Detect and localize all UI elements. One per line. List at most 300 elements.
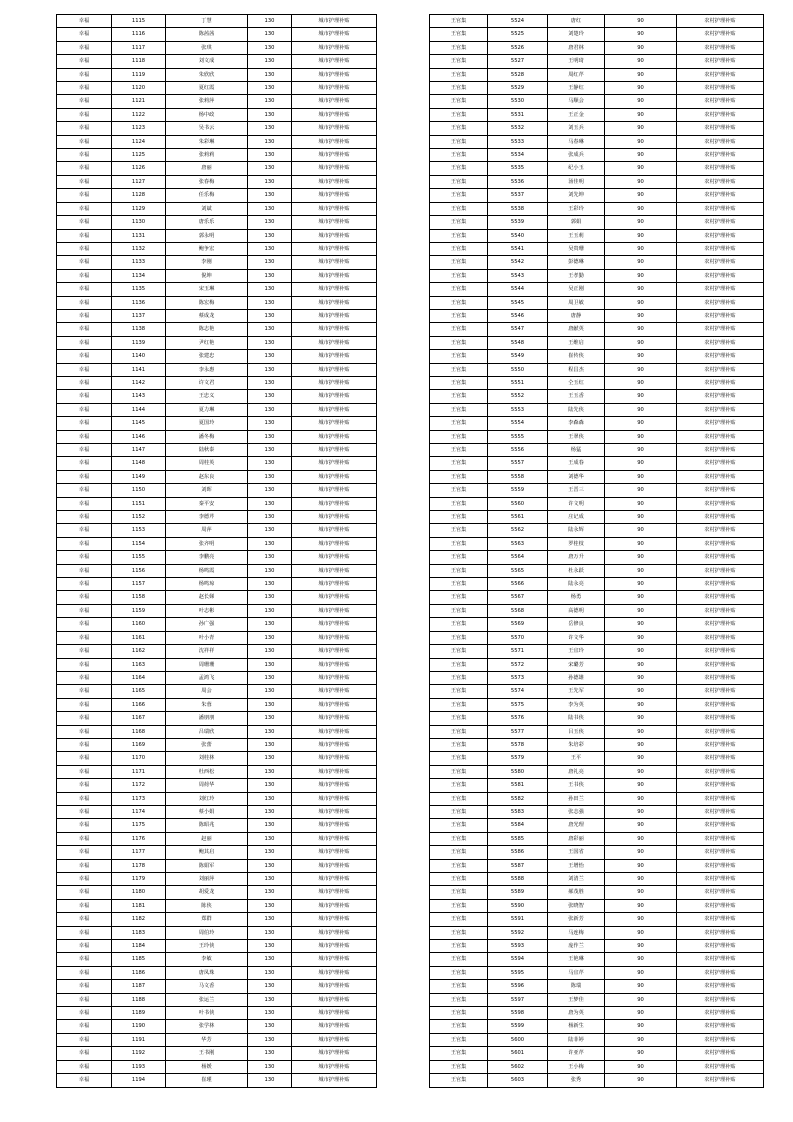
category-cell: 城市护理补贴: [292, 229, 377, 242]
amount-cell: 90: [605, 940, 677, 953]
amount-cell: 90: [605, 68, 677, 81]
category-cell: 城市护理补贴: [292, 712, 377, 725]
category-cell: 农村护理补贴: [677, 765, 764, 778]
id-cell: 5555: [488, 430, 548, 443]
id-cell: 5600: [488, 1033, 548, 1046]
category-cell: 农村护理补贴: [677, 68, 764, 81]
town-cell: 幸福: [57, 604, 112, 617]
table-row: [430, 350, 764, 363]
town-cell: 王官集: [430, 564, 488, 577]
category-cell: 城市护理补贴: [292, 886, 377, 899]
category-cell: 农村护理补贴: [677, 792, 764, 805]
table-row: [57, 296, 377, 309]
table-row: [57, 940, 377, 953]
amount-cell: 90: [605, 256, 677, 269]
name-cell: 李为英: [548, 698, 605, 711]
id-cell: 1152: [112, 511, 166, 524]
category-cell: 农村护理补贴: [677, 15, 764, 28]
table-row: [430, 537, 764, 550]
town-cell: 幸福: [57, 591, 112, 604]
town-cell: 王官集: [430, 658, 488, 671]
town-cell: 幸福: [57, 55, 112, 68]
amount-cell: 130: [248, 846, 292, 859]
table-row: [57, 15, 377, 28]
category-cell: 农村护理补贴: [677, 162, 764, 175]
id-cell: 1125: [112, 149, 166, 162]
table-row: [57, 658, 377, 671]
table-row: [430, 940, 764, 953]
name-cell: 李鹏亮: [166, 551, 248, 564]
name-cell: 唐丽: [166, 162, 248, 175]
name-cell: 许亚芹: [548, 1047, 605, 1060]
id-cell: 1180: [112, 886, 166, 899]
id-cell: 5545: [488, 296, 548, 309]
table-row: [430, 216, 764, 229]
town-cell: 幸福: [57, 671, 112, 684]
amount-cell: 90: [605, 336, 677, 349]
amount-cell: 130: [248, 68, 292, 81]
id-cell: 1116: [112, 28, 166, 41]
amount-cell: 130: [248, 135, 292, 148]
id-cell: 5597: [488, 993, 548, 1006]
town-cell: 幸福: [57, 175, 112, 188]
id-cell: 1121: [112, 95, 166, 108]
amount-cell: 90: [605, 41, 677, 54]
id-cell: 5560: [488, 497, 548, 510]
town-cell: 王官集: [430, 28, 488, 41]
town-cell: 幸福: [57, 832, 112, 845]
table-row: [430, 68, 764, 81]
amount-cell: 130: [248, 229, 292, 242]
category-cell: 城市护理补贴: [292, 175, 377, 188]
id-cell: 1190: [112, 1020, 166, 1033]
amount-cell: 90: [605, 685, 677, 698]
amount-cell: 130: [248, 484, 292, 497]
name-cell: 许文华: [548, 631, 605, 644]
table-row: [430, 698, 764, 711]
amount-cell: 130: [248, 108, 292, 121]
category-cell: 城市护理补贴: [292, 403, 377, 416]
amount-cell: 90: [605, 980, 677, 993]
category-cell: 城市护理补贴: [292, 671, 377, 684]
name-cell: 陈昭兆: [166, 819, 248, 832]
name-cell: 叶书侠: [166, 1007, 248, 1020]
amount-cell: 90: [605, 403, 677, 416]
amount-cell: 90: [605, 1007, 677, 1020]
id-cell: 1143: [112, 390, 166, 403]
category-cell: 农村护理补贴: [677, 1047, 764, 1060]
name-cell: 杨中政: [166, 108, 248, 121]
amount-cell: 130: [248, 551, 292, 564]
name-cell: 鲍争宏: [166, 242, 248, 255]
table-row: [430, 28, 764, 41]
category-cell: 城市护理补贴: [292, 698, 377, 711]
table-row: [430, 135, 764, 148]
amount-cell: 130: [248, 430, 292, 443]
id-cell: 5535: [488, 162, 548, 175]
table-row: [430, 1060, 764, 1073]
name-cell: 岳修良: [548, 618, 605, 631]
amount-cell: 130: [248, 524, 292, 537]
name-cell: 唐献英: [548, 323, 605, 336]
name-cell: 刘德华: [548, 470, 605, 483]
category-cell: 农村护理补贴: [677, 712, 764, 725]
id-cell: 5538: [488, 202, 548, 215]
category-cell: 农村护理补贴: [677, 336, 764, 349]
table-row: [57, 819, 377, 832]
amount-cell: 130: [248, 376, 292, 389]
table-row: [430, 82, 764, 95]
id-cell: 1173: [112, 792, 166, 805]
town-cell: 王官集: [430, 604, 488, 617]
amount-cell: 90: [605, 993, 677, 1006]
table-row: [57, 376, 377, 389]
category-cell: 城市护理补贴: [292, 15, 377, 28]
id-cell: 1129: [112, 202, 166, 215]
name-cell: 张蕾: [166, 738, 248, 751]
id-cell: 1160: [112, 618, 166, 631]
name-cell: 王翠侠: [548, 430, 605, 443]
table-row: [430, 15, 764, 28]
amount-cell: 130: [248, 645, 292, 658]
amount-cell: 90: [605, 658, 677, 671]
id-cell: 5574: [488, 685, 548, 698]
town-cell: 幸福: [57, 162, 112, 175]
amount-cell: 130: [248, 189, 292, 202]
table-row: [57, 1007, 377, 1020]
town-cell: 幸福: [57, 645, 112, 658]
table-row: [57, 95, 377, 108]
right-subsidy-table: [429, 14, 764, 1088]
amount-cell: 90: [605, 296, 677, 309]
amount-cell: 90: [605, 376, 677, 389]
town-cell: 王官集: [430, 202, 488, 215]
town-cell: 幸福: [57, 229, 112, 242]
name-cell: 唐光理: [548, 819, 605, 832]
category-cell: 城市护理补贴: [292, 1060, 377, 1073]
id-cell: 1166: [112, 698, 166, 711]
town-cell: 王官集: [430, 738, 488, 751]
table-row: [57, 363, 377, 376]
town-cell: 幸福: [57, 1047, 112, 1060]
town-cell: 王官集: [430, 457, 488, 470]
category-cell: 农村护理补贴: [677, 149, 764, 162]
id-cell: 1130: [112, 216, 166, 229]
table-row: [430, 484, 764, 497]
name-cell: 张运兰: [166, 993, 248, 1006]
town-cell: 王官集: [430, 926, 488, 939]
category-cell: 农村护理补贴: [677, 685, 764, 698]
table-row: [430, 712, 764, 725]
table-row: [57, 1060, 377, 1073]
table-row: [430, 551, 764, 564]
amount-cell: 130: [248, 350, 292, 363]
table-row: [57, 752, 377, 765]
amount-cell: 90: [605, 631, 677, 644]
id-cell: 5580: [488, 765, 548, 778]
left-subsidy-table: [56, 14, 377, 1088]
name-cell: 王成春: [548, 457, 605, 470]
id-cell: 5530: [488, 95, 548, 108]
id-cell: 1154: [112, 537, 166, 550]
category-cell: 农村护理补贴: [677, 618, 764, 631]
id-cell: 1168: [112, 725, 166, 738]
id-cell: 5568: [488, 604, 548, 617]
id-cell: 5583: [488, 805, 548, 818]
category-cell: 农村护理补贴: [677, 309, 764, 322]
name-cell: 沈祥祥: [166, 645, 248, 658]
table-row: [57, 926, 377, 939]
amount-cell: 130: [248, 564, 292, 577]
id-cell: 5596: [488, 980, 548, 993]
town-cell: 王官集: [430, 698, 488, 711]
name-cell: 李德芹: [166, 511, 248, 524]
town-cell: 王官集: [430, 149, 488, 162]
name-cell: 蔡成龙: [166, 309, 248, 322]
category-cell: 农村护理补贴: [677, 578, 764, 591]
name-cell: 马连梅: [548, 926, 605, 939]
category-cell: 城市护理补贴: [292, 444, 377, 457]
id-cell: 1156: [112, 564, 166, 577]
category-cell: 城市护理补贴: [292, 524, 377, 537]
category-cell: 城市护理补贴: [292, 269, 377, 282]
name-cell: 朱彩琳: [166, 135, 248, 148]
name-cell: 王增怡: [548, 859, 605, 872]
amount-cell: 90: [605, 122, 677, 135]
amount-cell: 130: [248, 1074, 292, 1087]
name-cell: 仝玉红: [548, 376, 605, 389]
category-cell: 农村护理补贴: [677, 873, 764, 886]
amount-cell: 90: [605, 309, 677, 322]
category-cell: 农村护理补贴: [677, 725, 764, 738]
category-cell: 城市护理补贴: [292, 1020, 377, 1033]
table-row: [430, 1007, 764, 1020]
category-cell: 农村护理补贴: [677, 457, 764, 470]
amount-cell: 130: [248, 1020, 292, 1033]
table-row: [57, 564, 377, 577]
table-row: [57, 497, 377, 510]
category-cell: 城市护理补贴: [292, 765, 377, 778]
category-cell: 农村护理补贴: [677, 1060, 764, 1073]
amount-cell: 130: [248, 82, 292, 95]
amount-cell: 130: [248, 953, 292, 966]
amount-cell: 90: [605, 28, 677, 41]
category-cell: 城市护理补贴: [292, 511, 377, 524]
town-cell: 幸福: [57, 966, 112, 979]
amount-cell: 90: [605, 363, 677, 376]
name-cell: 周桂英: [166, 457, 248, 470]
town-cell: 王官集: [430, 953, 488, 966]
amount-cell: 130: [248, 886, 292, 899]
table-row: [57, 309, 377, 322]
name-cell: 潘冬梅: [166, 430, 248, 443]
name-cell: 张秀: [548, 1074, 605, 1087]
amount-cell: 90: [605, 899, 677, 912]
name-cell: 刘桂林: [166, 752, 248, 765]
id-cell: 5557: [488, 457, 548, 470]
amount-cell: 130: [248, 457, 292, 470]
town-cell: 幸福: [57, 417, 112, 430]
id-cell: 1162: [112, 645, 166, 658]
amount-cell: 130: [248, 631, 292, 644]
id-cell: 1163: [112, 658, 166, 671]
table-row: [57, 980, 377, 993]
table-row: [57, 537, 377, 550]
id-cell: 5582: [488, 792, 548, 805]
name-cell: 朱培彩: [548, 738, 605, 751]
id-cell: 5537: [488, 189, 548, 202]
town-cell: 王官集: [430, 899, 488, 912]
town-cell: 幸福: [57, 805, 112, 818]
id-cell: 5547: [488, 323, 548, 336]
id-cell: 1141: [112, 363, 166, 376]
amount-cell: 90: [605, 135, 677, 148]
town-cell: 幸福: [57, 1033, 112, 1046]
town-cell: 王官集: [430, 1007, 488, 1020]
amount-cell: 90: [605, 859, 677, 872]
name-cell: 陆书侠: [548, 712, 605, 725]
name-cell: 许文明: [548, 497, 605, 510]
table-row: [430, 805, 764, 818]
town-cell: 幸福: [57, 189, 112, 202]
town-cell: 幸福: [57, 712, 112, 725]
table-row: [57, 175, 377, 188]
table-row: [57, 229, 377, 242]
category-cell: 农村护理补贴: [677, 966, 764, 979]
town-cell: 幸福: [57, 631, 112, 644]
town-cell: 王官集: [430, 363, 488, 376]
name-cell: 周会: [166, 685, 248, 698]
id-cell: 5585: [488, 832, 548, 845]
id-cell: 1133: [112, 256, 166, 269]
town-cell: 王官集: [430, 390, 488, 403]
category-cell: 城市护理补贴: [292, 216, 377, 229]
table-row: [430, 242, 764, 255]
category-cell: 城市护理补贴: [292, 323, 377, 336]
id-cell: 1127: [112, 175, 166, 188]
amount-cell: 130: [248, 537, 292, 550]
amount-cell: 90: [605, 698, 677, 711]
amount-cell: 90: [605, 819, 677, 832]
amount-cell: 90: [605, 926, 677, 939]
id-cell: 1155: [112, 551, 166, 564]
category-cell: 城市护理补贴: [292, 41, 377, 54]
town-cell: 幸福: [57, 926, 112, 939]
amount-cell: 90: [605, 350, 677, 363]
town-cell: 王官集: [430, 470, 488, 483]
amount-cell: 90: [605, 82, 677, 95]
amount-cell: 130: [248, 162, 292, 175]
table-row: [57, 832, 377, 845]
amount-cell: 90: [605, 430, 677, 443]
category-cell: 城市护理补贴: [292, 1047, 377, 1060]
id-cell: 1115: [112, 15, 166, 28]
category-cell: 城市护理补贴: [292, 95, 377, 108]
amount-cell: 130: [248, 725, 292, 738]
town-cell: 幸福: [57, 323, 112, 336]
town-cell: 王官集: [430, 175, 488, 188]
category-cell: 农村护理补贴: [677, 993, 764, 1006]
amount-cell: 90: [605, 1020, 677, 1033]
amount-cell: 130: [248, 149, 292, 162]
town-cell: 幸福: [57, 940, 112, 953]
name-cell: 刘玉兵: [548, 122, 605, 135]
amount-cell: 130: [248, 792, 292, 805]
category-cell: 城市护理补贴: [292, 966, 377, 979]
amount-cell: 90: [605, 712, 677, 725]
town-cell: 王官集: [430, 578, 488, 591]
name-cell: 唐君林: [548, 41, 605, 54]
category-cell: 农村护理补贴: [677, 363, 764, 376]
table-row: [430, 376, 764, 389]
id-cell: 5587: [488, 859, 548, 872]
town-cell: 幸福: [57, 430, 112, 443]
table-row: [430, 738, 764, 751]
name-cell: 马春琳: [548, 135, 605, 148]
amount-cell: 130: [248, 752, 292, 765]
amount-cell: 90: [605, 832, 677, 845]
town-cell: 幸福: [57, 108, 112, 121]
category-cell: 城市护理补贴: [292, 28, 377, 41]
amount-cell: 90: [605, 95, 677, 108]
name-cell: 王玉莉: [548, 229, 605, 242]
id-cell: 5544: [488, 283, 548, 296]
id-cell: 1138: [112, 323, 166, 336]
name-cell: 孙德雄: [548, 671, 605, 684]
id-cell: 5567: [488, 591, 548, 604]
id-cell: 1117: [112, 41, 166, 54]
amount-cell: 130: [248, 940, 292, 953]
town-cell: 幸福: [57, 792, 112, 805]
name-cell: 孙田兰: [548, 792, 605, 805]
id-cell: 5602: [488, 1060, 548, 1073]
id-cell: 1122: [112, 108, 166, 121]
town-cell: 幸福: [57, 765, 112, 778]
id-cell: 5593: [488, 940, 548, 953]
name-cell: 夏国玲: [166, 417, 248, 430]
category-cell: 城市护理补贴: [292, 805, 377, 818]
amount-cell: 90: [605, 645, 677, 658]
table-row: [57, 805, 377, 818]
name-cell: 马文香: [166, 980, 248, 993]
amount-cell: 90: [605, 578, 677, 591]
town-cell: 王官集: [430, 551, 488, 564]
id-cell: 1172: [112, 779, 166, 792]
id-cell: 5533: [488, 135, 548, 148]
name-cell: 王正金: [548, 108, 605, 121]
amount-cell: 90: [605, 873, 677, 886]
town-cell: 王官集: [430, 122, 488, 135]
amount-cell: 130: [248, 216, 292, 229]
name-cell: 王晋三: [548, 484, 605, 497]
amount-cell: 130: [248, 712, 292, 725]
category-cell: 城市护理补贴: [292, 604, 377, 617]
name-cell: 张志强: [548, 805, 605, 818]
amount-cell: 130: [248, 618, 292, 631]
table-row: [430, 1020, 764, 1033]
name-cell: 朱欣欣: [166, 68, 248, 81]
amount-cell: 130: [248, 296, 292, 309]
category-cell: 城市护理补贴: [292, 1033, 377, 1046]
id-cell: 5564: [488, 551, 548, 564]
town-cell: 幸福: [57, 859, 112, 872]
name-cell: 李森森: [548, 417, 605, 430]
name-cell: 崔瑾: [166, 1074, 248, 1087]
name-cell: 吴书云: [166, 122, 248, 135]
name-cell: 杨鸣霞: [166, 564, 248, 577]
id-cell: 5559: [488, 484, 548, 497]
table-row: [57, 269, 377, 282]
